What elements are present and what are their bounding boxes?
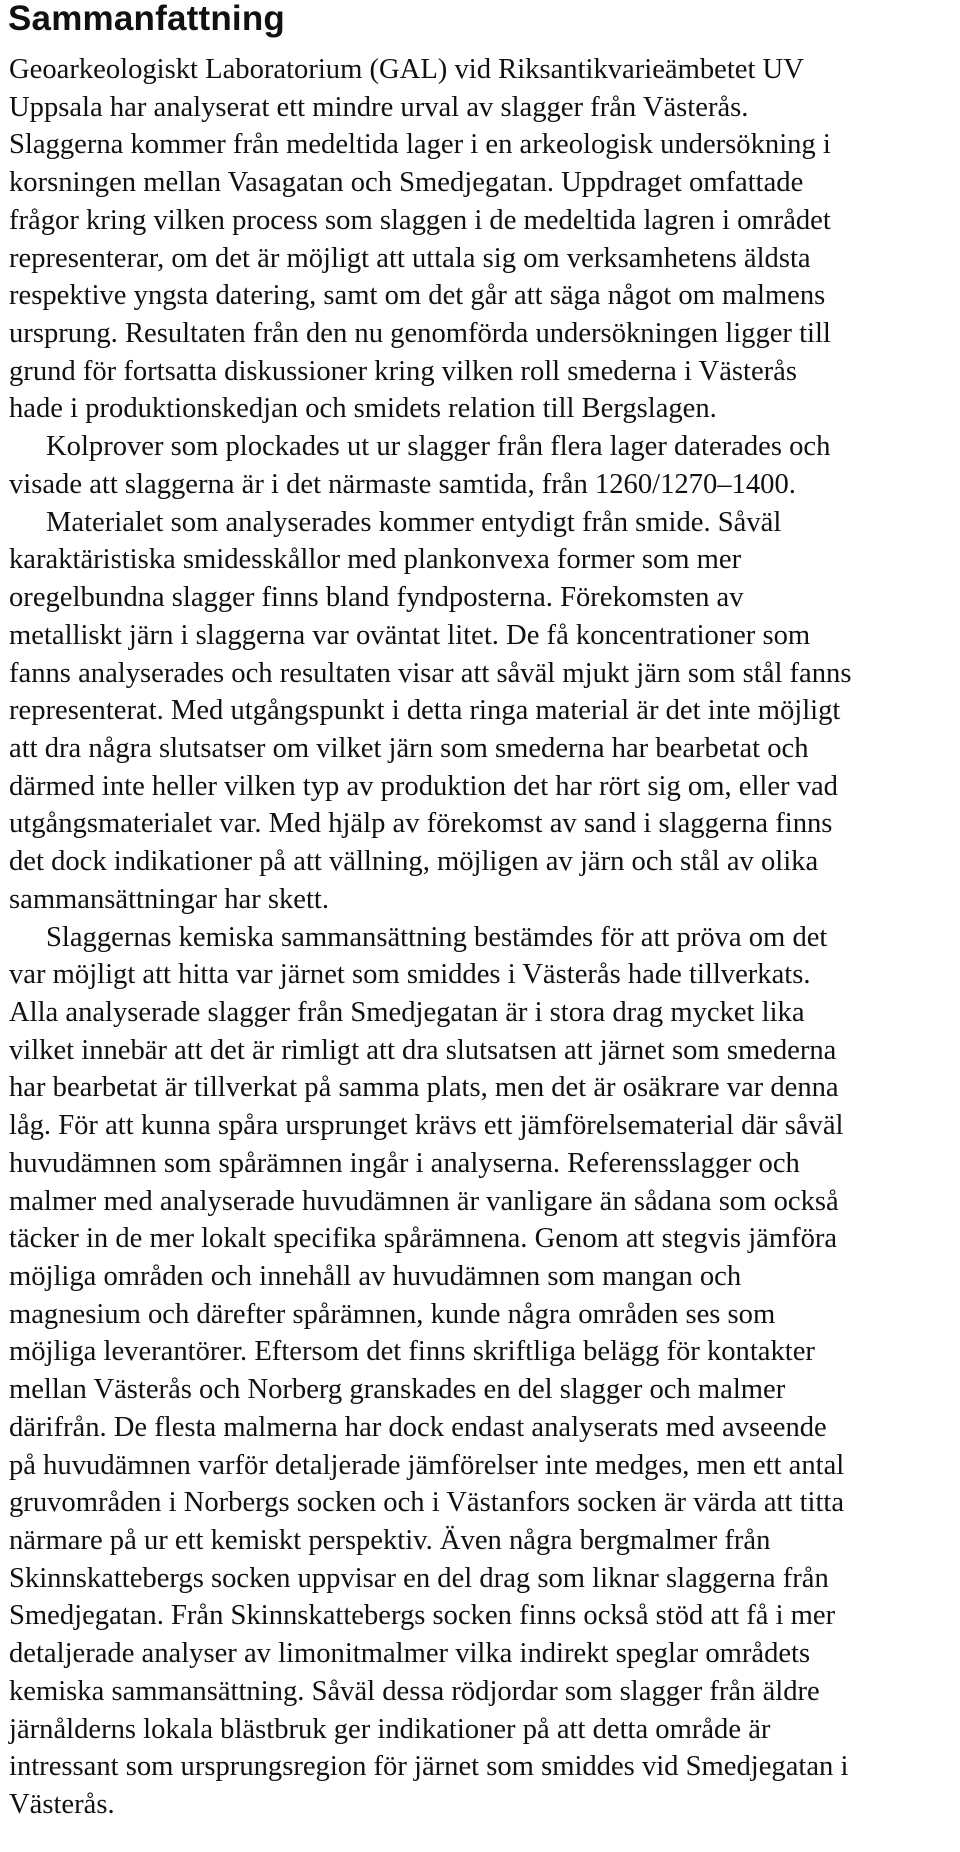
text-line: sammansättningar har skett.	[9, 883, 330, 915]
text-line: intressant som ursprungsregion för järnet som smiddes vid Smedjegatan i	[9, 1751, 849, 1783]
text-line: därmed inte heller vilken typ av produktion det har rört sig om, eller vad	[9, 770, 838, 802]
text-line: Kolprover som plockades ut ur slagger från flera lager daterades och	[46, 431, 831, 463]
text-line: detaljerade analyser av limonitmalmer vilka indirekt speglar områdets	[9, 1638, 811, 1670]
summary-body	[9, 51, 959, 1824]
text-line: karaktäristiska smidesskållor med plankonvexa former som mer	[9, 544, 742, 576]
text-line: mellan Västerås och Norberg granskades en del slagger och malmer	[9, 1374, 786, 1406]
text-line: malmer med analyserade huvudämnen är vanligare än sådana som också	[9, 1185, 839, 1217]
text-line: Slaggernas kemiska sammansättning bestämdes för att pröva om det	[46, 921, 828, 953]
text-line: oregelbundna slagger finns bland fyndposterna. Förekomsten av	[9, 582, 744, 614]
text-line: vilket innebär att det är rimligt att dra slutsatsen att järnet som smederna	[9, 1034, 837, 1066]
text-line: metalliskt järn i slaggerna var oväntat litet. De få koncentrationer som	[9, 619, 811, 651]
text-line: Alla analyserade slagger från Smedjegatan är i stora drag mycket lika	[9, 996, 805, 1028]
text-line: frågor kring vilken process som slaggen i de medeltida lagren i området	[9, 204, 831, 236]
text-line: gruvområden i Norbergs socken och i Västanfors socken är värda att titta	[9, 1487, 845, 1519]
text-line: korsningen mellan Vasagatan och Smedjegatan. Uppdraget omfattade	[9, 167, 804, 199]
text-line: närmare på ur ett kemiskt perspektiv. Även några bergmalmer från	[9, 1525, 771, 1557]
text-line: möjliga leverantörer. Eftersom det finns skriftliga belägg för kontakter	[9, 1336, 815, 1368]
text-line: visade att slaggerna är i det närmaste samtida, från 1260/1270–1400.	[9, 468, 796, 500]
text-line: har bearbetat är tillverkat på samma plats, men det är osäkrare var denna	[9, 1072, 839, 1104]
text-line: magnesium och därefter spårämnen, kunde några områden ses som	[9, 1298, 776, 1330]
text-line: täcker in de mer lokalt specifika spårämnena. Genom att stegvis jämföra	[9, 1223, 838, 1255]
text-line: på huvudämnen varför detaljerade jämförelser inte medges, men ett antal	[9, 1449, 845, 1481]
text-line: hade i produktionskedjan och smidets relation till Bergslagen.	[9, 393, 717, 425]
text-line: det dock indikationer på att vällning, möjligen av järn och stål av olika	[9, 846, 819, 878]
text-line: Västerås.	[9, 1789, 115, 1821]
page-title: Sammanfattning	[8, 0, 285, 38]
text-line: Materialet som analyserades kommer entydigt från smide. Såväl	[46, 506, 782, 538]
text-line: därifrån. De flesta malmerna har dock endast analyserats med avseende	[9, 1411, 827, 1443]
text-line: representerat. Med utgångspunkt i detta ringa material är det inte möjligt	[9, 695, 841, 727]
text-line: kemiska sammansättning. Såväl dessa rödjordar som slagger från äldre	[9, 1675, 820, 1707]
text-line: möjliga områden och innehåll av huvudämnen som mangan och	[9, 1261, 742, 1292]
text-line: att dra några slutsatser om vilket järn som smederna har bearbetat och	[9, 732, 809, 764]
text-line: grund för fortsatta diskussioner kring vilken roll smederna i Västerås	[9, 355, 798, 387]
text-line: huvudämnen som spårämnen ingår i analyserna. Referensslagger och	[9, 1147, 800, 1179]
text-line: ursprung. Resultaten från den nu genomförda undersökningen ligger till	[9, 318, 831, 350]
text-line: fanns analyserades och resultaten visar att såväl mjukt järn som stål fanns	[9, 657, 852, 689]
text-line: låg. För att kunna spåra ursprunget krävs ett jämförelsematerial där såväl	[9, 1110, 844, 1142]
text-line: var möjligt att hitta var järnet som smiddes i Västerås hade tillverkats.	[9, 959, 811, 991]
text-line: representerar, om det är möjligt att uttala sig om verksamhetens äldsta	[9, 242, 811, 274]
text-line: Smedjegatan. Från Skinnskattebergs socken finns också stöd att få i mer	[9, 1600, 836, 1632]
text-line: utgångsmaterialet var. Med hjälp av förekomst av sand i slaggerna finns	[9, 808, 833, 840]
text-line: Skinnskattebergs socken uppvisar en del drag som liknar slaggerna från	[9, 1562, 829, 1594]
text-line: järnålderns lokala blästbruk ger indikationer på att detta område är	[9, 1713, 771, 1745]
text-line: Geoarkeologiskt Laboratorium (GAL) vid Riksantikvarieämbetet UV	[9, 54, 804, 85]
text-line: Slaggerna kommer från medeltida lager i en arkeologisk undersökning i	[9, 129, 831, 161]
text-line: Uppsala har analyserat ett mindre urval av slagger från Västerås.	[9, 91, 749, 123]
text-line: respektive yngsta datering, samt om det går att säga något om malmens	[9, 280, 826, 312]
